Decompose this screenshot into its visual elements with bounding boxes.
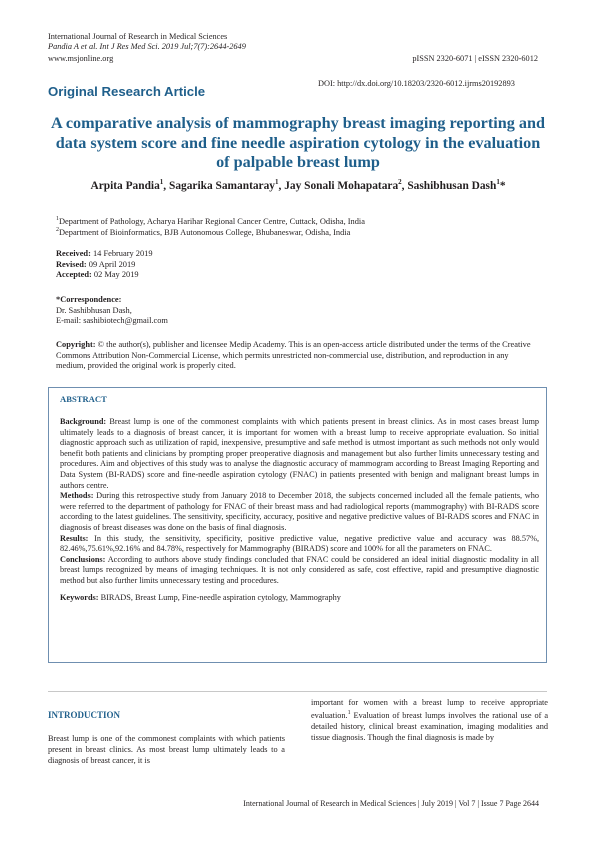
- page-footer: International Journal of Research in Medical Sciences | July 2019 | Vol 7 | Issue 7 Page 2644: [243, 799, 539, 808]
- introduction-left-column: Breast lump is one of the commonest complaints with which patients present in breast clinics. As most breast lump ultimately leads to a diagnosis of breast cancer, it is: [48, 734, 285, 765]
- introduction-right-column: [311, 697, 548, 743]
- affiliation-text: Department of Bioinformatics, BJB Autonomous College, Bhubaneswar, Odisha, India: [59, 227, 351, 237]
- abstract-conclusions: [60, 555, 539, 587]
- issn-line: pISSN 2320-6071 | eISSN 2320-6012: [412, 54, 538, 63]
- affiliation-2: [56, 225, 350, 238]
- methods-text: During this retrospective study from January 2018 to December 2018, the subjects concerned included all the female patients, who were referred to the department of pathology for FNAC of their breast mass and had radiological reports (mammography) with BI-RADS score according to the latest guidelines. The sensitivity, specificity, accuracy, positive and negative predictive values of BI-RADS scores and FNAC in diagnosis of breast diseases was done on the basis of final diagnosis.: [60, 491, 539, 532]
- revised-label: Revised:: [56, 259, 87, 269]
- author-name: Arpita Pandia: [90, 179, 160, 192]
- article-title: A comparative analysis of mammography breast imaging reporting and data system score and fine needle aspiration cytology in the evaluation of palpable breast lump: [50, 114, 546, 171]
- doi-link[interactable]: DOI: http://dx.doi.org/10.18203/2320-6012.ijrms20192893: [318, 79, 515, 88]
- abstract-results: [60, 534, 539, 555]
- received-date: 14 February 2019: [92, 249, 153, 258]
- author-name: Jay Sonali Mohapatara: [284, 179, 399, 192]
- intro-text-part: important for women with a breast lump to receive appropriate evaluation.: [311, 698, 548, 720]
- abstract-body: [60, 417, 539, 603]
- correspondence-name: Dr. Sashibhusan Dash,: [56, 305, 132, 315]
- abstract-background: [60, 417, 539, 491]
- results-label: Results:: [60, 533, 89, 543]
- copyright-text: © the author(s), publisher and licensee Medip Academy. This is an open-access article distributed under the terms of the Creative Commons Attribution Non-Commercial License, which permits unrestricted non-commercial use, distribution, and reproduction in any medium, provided the original work is properly cited.: [56, 340, 531, 370]
- abstract-methods: [60, 491, 539, 533]
- abstract-keywords: [60, 593, 539, 604]
- intro-text-part: Evaluation of breast lumps involves the rational use of a detailed history, clinical breast examination, imaging modalities and tissue diagnosis. Though the final diagnosis is made by: [311, 710, 548, 742]
- author-affiliation-mark: 1: [159, 178, 164, 186]
- author-affiliation-mark: 1: [275, 178, 279, 186]
- keywords-text: BIRADS, Breast Lump, Fine-needle aspiration cytology, Mammography: [100, 592, 341, 602]
- results-text: In this study, the sensitivity, specificity, positive predictive value, negative predictive value and accuracy was 88.57%, 82.46%,75.61%,92.16% and 84.78%, respectively for Mammography (BIRADS) score and 100% for all the parameters on FNAC.: [60, 533, 540, 554]
- copyright-notice: [56, 340, 536, 372]
- received-label: Received:: [56, 249, 91, 258]
- correspondence-block: [56, 295, 168, 327]
- article-type-label: Original Research Article: [48, 84, 206, 99]
- affiliation-mark: 2: [56, 227, 59, 233]
- correspondence-email[interactable]: E-mail: sashibiotech@gmail.com: [56, 316, 168, 325]
- corresponding-author-mark: *: [499, 179, 506, 192]
- affiliation-mark: 1: [56, 216, 59, 222]
- journal-website-link[interactable]: www.msjonline.org: [48, 54, 114, 63]
- revised-date: 09 April 2019: [88, 259, 136, 269]
- keywords-label: Keywords:: [60, 592, 99, 602]
- author-list: Arpita Pandia$^1$, Sagarika Samantaray$^1$, Jay Sonali Mohapatara$^2$, Sashibhusan Dash$^1$*: [90, 178, 506, 192]
- methods-label: Methods:: [60, 491, 94, 501]
- citation-line: Pandia A et al. Int J Res Med Sci. 2019 Jul;7(7):2644-2649: [48, 42, 246, 51]
- accepted-date: 02 May 2019: [93, 270, 139, 279]
- author-name: Sagarika Samantaray: [169, 179, 276, 192]
- introduction-heading: INTRODUCTION: [48, 710, 121, 720]
- reference-mark[interactable]: 1: [347, 710, 351, 716]
- conclusions-label: Conclusions:: [60, 554, 106, 564]
- copyright-label: Copyright:: [56, 340, 96, 349]
- author-affiliation-mark: 2: [398, 178, 402, 186]
- accepted-label: Accepted:: [56, 270, 92, 279]
- author-affiliation-mark: 1: [496, 178, 500, 186]
- affiliation-text: Department of Pathology, Acharya Harihar Regional Cancer Centre, Cuttack, Odisha, India: [59, 216, 365, 226]
- background-label: Background:: [60, 417, 107, 426]
- background-text: Breast lump is one of the commonest complaints with which patients present in breast clinics. As in most cases breast lump ultimately leads to a diagnosis of breast cancer, it is important for women with a breast lump to receive appropriate evaluation. So initial diagnostic approach such as utilization of rapid, inexpensive, presumptive and safe method is utmost important as such methods not only would benefit both patients and clinicians by prompting proper preoperative diagnosis and management but also further limits unnecessary testing and procedures. Aim and objectives of this study was to analyse the diagnostic accuracy of mammogram according to Breast Imaging Reporting and Data System (BI-RADS) score and fine-needle aspiration cytology (FNAC) in patients presented with benign and malignant breast lumps in authors centre.: [60, 417, 539, 490]
- author-name: Sashibhusan Dash: [407, 179, 497, 192]
- abstract-heading: ABSTRACT: [60, 394, 107, 404]
- conclusions-text: According to authors above study findings concluded that FNAC could be considered an ideal initial diagnostic modality in all breast lumps recognized by means of imaging techniques. It is not only considered as safe, cost effective, rapid and presumptive diagnostic method but also further limits unnecessary testing and procedures.: [60, 554, 539, 585]
- journal-name: International Journal of Research in Medical Sciences: [48, 32, 228, 41]
- article-dates: [56, 249, 153, 281]
- section-divider: [48, 691, 547, 692]
- correspondence-label: *Correspondence:: [56, 295, 122, 304]
